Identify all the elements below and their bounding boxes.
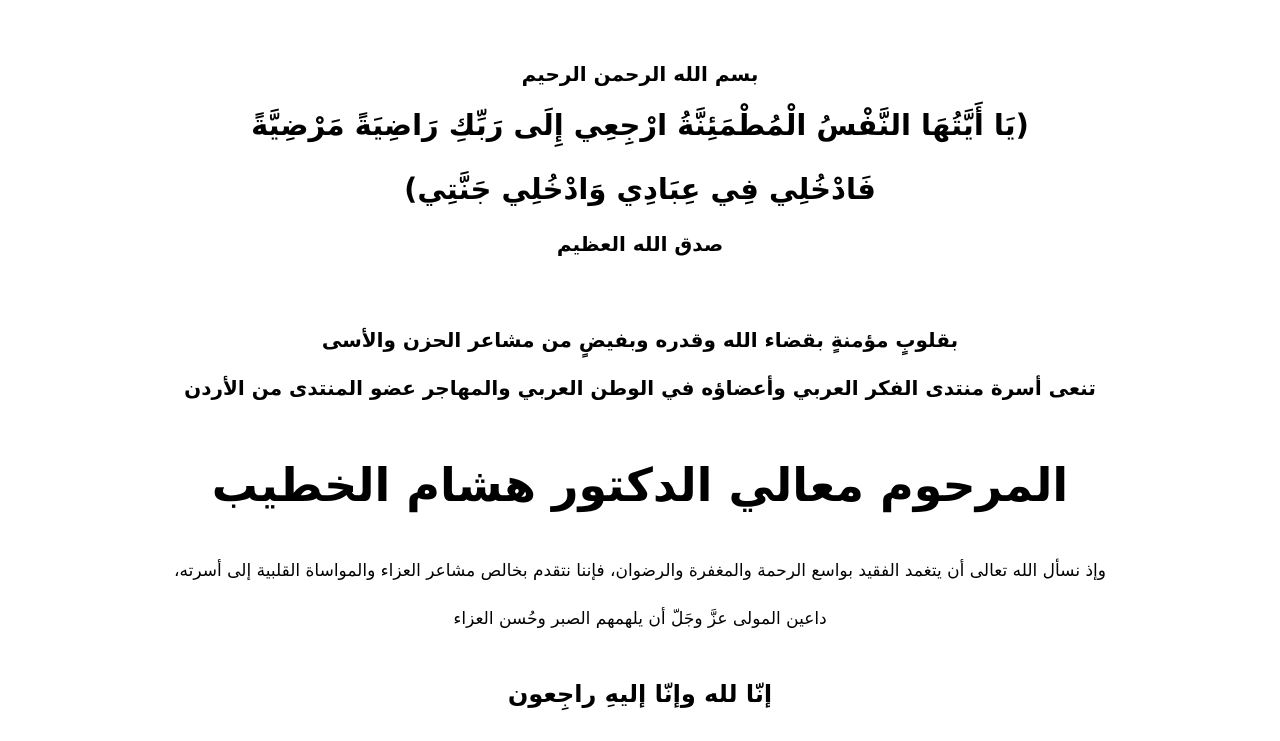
deceased-name: المرحوم معالي الدكتور هشام الخطيب: [211, 458, 1069, 512]
condolence-line-2: داعين المولى عزَّ وجَلّ أن يلهمهم الصبر وحُسن العزاء: [453, 609, 827, 629]
basmala: بسم الله الرحمن الرحيم: [521, 62, 759, 86]
condolence-line-1: وإذ نسأل الله تعالى أن يتغمد الفقيد بواسع الرحمة والمغفرة والرضوان، فإننا نتقدم بخالص مشاعر العزاء والمواساة القلبية إلى أسرته،: [174, 561, 1106, 581]
intro-line-1: بقلوبٍ مؤمنةٍ بقضاء الله وقدره وبفيضٍ من مشاعر الحزن والأسى: [321, 328, 959, 352]
quran-verse-line-2: فَادْخُلِي فِي عِبَادِي وَادْخُلِي جَنَّتِي): [404, 172, 876, 206]
sadaq-allah: صدق الله العظيم: [556, 232, 724, 256]
quran-verse-line-1: (يَا أَيَّتُهَا النَّفْسُ الْمُطْمَئِنَّةُ ارْجِعِي إِلَى رَبِّكِ رَاضِيَةً مَرْضِيَّةً: [251, 108, 1029, 142]
closing-phrase: إنّا لله وإنّا إليهِ راجِعون: [507, 680, 773, 708]
intro-line-2: تنعى أسرة منتدى الفكر العربي وأعضاؤه في الوطن العربي والمهاجر عضو المنتدى من الأردن: [184, 376, 1096, 400]
